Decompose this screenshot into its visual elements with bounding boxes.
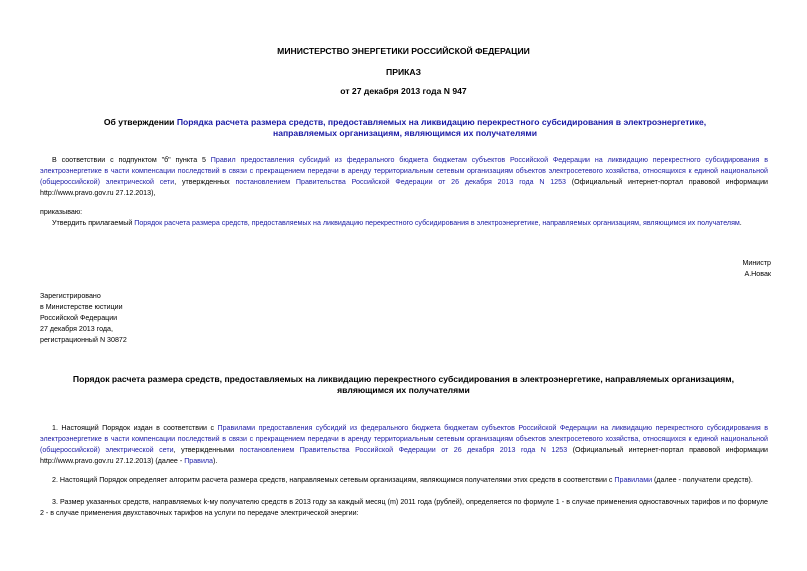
procedure-item-2 [40, 475, 768, 486]
title-prefix: Об утверждении [103, 117, 177, 127]
preamble-text: (Официальный интернет-портал правовой информации http://www.pravo.gov.ru 27.12.2013), [40, 178, 769, 197]
signature-position: Министр [742, 259, 771, 267]
document-title [90, 117, 720, 139]
signature-name: А.Новак [744, 270, 771, 278]
title-link[interactable]: Порядка расчета размера средств, предоставляемых на ликвидацию перекрестного субсидирования в электроэнергетике, направляемых организациям, являющимся их получателями [176, 117, 707, 138]
preamble-paragraph [40, 155, 768, 199]
rules-link[interactable]: Правилами предоставления субсидий из федерального бюджета бюджетам субъектов Российской Федерации на ликвидацию перекрестного субсидирования в электроэнергетике в части компенсации последствий в связи с прекращением передачи в аренду территориальным сетевым организациям объектов электросетевого хозяйства, относящихся к единой национальной (общероссийской) электрической сети [40, 424, 769, 454]
ministry-title: МИНИСТЕРСТВО ЭНЕРГЕТИКИ РОССИЙСКОЙ ФЕДЕРАЦИИ [277, 46, 530, 56]
registration-line: Российской Федерации [40, 314, 118, 322]
procedure-link[interactable]: Порядок расчета размера средств, предоставляемых на ликвидацию перекрестного субсидирования в электроэнергетике, направляемых организациям, являющимся их получателям [134, 219, 740, 227]
item-text: 2. Настоящий Порядок определяет алгоритм расчета размера средств, направляемых сетевым организациям, являющимся получателями этих средств в соответствии с [52, 476, 615, 484]
rules-link[interactable]: Правил предоставления субсидий из федерального бюджета бюджетам субъектов Российской Федерации на ликвидацию перекрестного субсидирования в электроэнергетике в части компенсации последствий в связи с прекращением передачи в аренду территориальным сетевым организациям объектов электросетевого хозяйства, относящихся к единой национальной (общероссийской) электрической сети [40, 156, 768, 186]
document-date: от 27 декабря 2013 года N 947 [340, 86, 467, 96]
rules-short-link[interactable]: Правилами [614, 476, 653, 484]
preamble-text: В соответствии с подпунктом "б" пункта 5 [52, 156, 211, 164]
resolution-link[interactable]: постановлением Правительства Российской Федерации от 26 декабря 2013 года N 1253 [239, 446, 568, 454]
registration-line: 27 декабря 2013 года, [40, 325, 113, 333]
approve-paragraph [52, 218, 772, 229]
procedure-item-1 [40, 423, 768, 467]
procedure-heading: Порядок расчета размера средств, предоставляемых на ликвидацию перекрестного субсидирования в электроэнергетике, направляемых организациям, являющимся их получателями [72, 374, 735, 395]
document-type: ПРИКАЗ [386, 67, 421, 77]
item-text: 1. Настоящий Порядок издан в соответствии с [52, 424, 218, 432]
approve-text: . [739, 219, 742, 227]
registration-line: регистрационный N 30872 [40, 336, 127, 344]
preamble-text: , утвержденных [174, 178, 236, 186]
item-text: ). [213, 457, 218, 465]
resolution-link[interactable]: постановлением Правительства Российской Федерации от 26 декабря 2013 года N 1253 [235, 178, 567, 186]
item-text: , утвержденными [173, 446, 240, 454]
order-word: приказываю: [40, 208, 83, 216]
registration-line: Зарегистрировано [40, 292, 101, 300]
rules-short-link[interactable]: Правила [184, 457, 213, 465]
item-text: (Официальный интернет-портал правовой информации http://www.pravo.gov.ru 27.12.2013) (далее - [40, 446, 769, 465]
registration-line: в Министерстве юстиции [40, 303, 123, 311]
approve-text: Утвердить прилагаемый [52, 219, 135, 227]
registration-block [40, 291, 127, 346]
item-text: (далее - получатели средств). [652, 476, 753, 484]
procedure-item-3: 3. Размер указанных средств, направляемых k-му получателю средств в 2013 году за каждый месяц (m) 2011 года (рублей), определяется по формуле 1 - в случае применения одноставочных тарифов и по формуле 2 - в случае применения двухставочных тарифов на услуги по передаче электрической энергии: [40, 498, 768, 517]
